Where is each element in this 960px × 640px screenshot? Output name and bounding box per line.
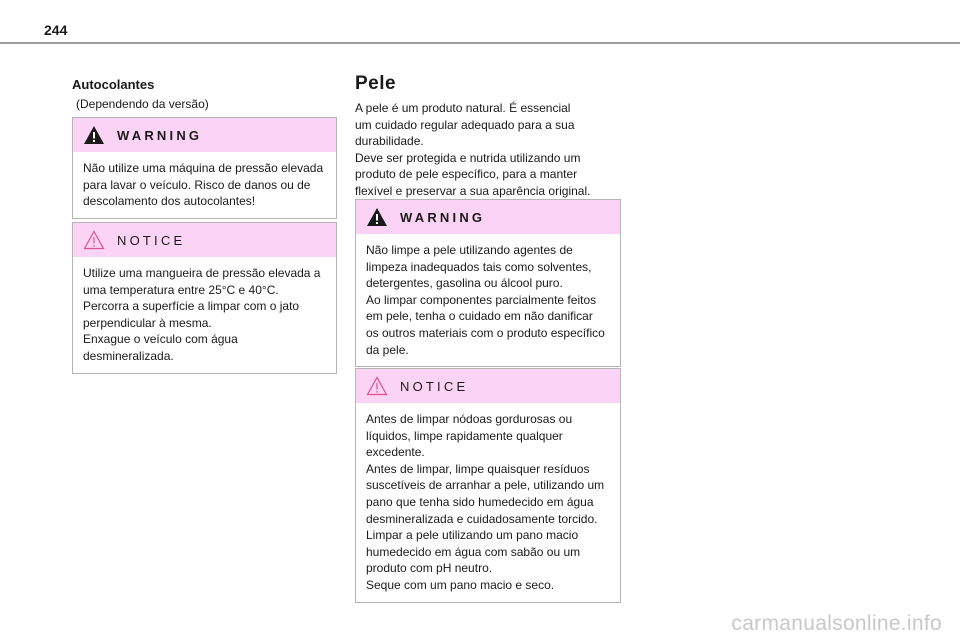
text-line: humedecido em água com sabão ou um	[366, 544, 581, 559]
warning-title: WARNING	[400, 209, 486, 225]
text-line: para lavar o veículo. Risco de danos ou de	[83, 177, 311, 192]
warning-title: WARNING	[117, 127, 203, 143]
text-line: limpeza inadequados tais como solventes,	[366, 259, 592, 274]
section-subheading: (Dependendo da versão)	[76, 97, 209, 111]
notice-box-header	[356, 369, 620, 403]
notice-box-autocolantes	[72, 222, 337, 374]
notice-body	[73, 257, 336, 373]
site-watermark: carmanualsonline.info	[731, 612, 942, 635]
text-line: flexível e preservar a sua aparência original.	[355, 183, 591, 198]
section-heading-autocolantes: Autocolantes	[72, 77, 155, 92]
notice-title: NOTICE	[117, 232, 186, 248]
intro-text	[355, 100, 605, 199]
notice-title: NOTICE	[400, 378, 469, 394]
notice-box-pele	[355, 368, 621, 603]
text-line: A pele é um produto natural. É essencial	[355, 101, 571, 115]
text-line: Ao limpar componentes parcialmente feitos	[366, 292, 597, 307]
warning-body	[356, 234, 620, 366]
notice-triangle-icon	[83, 230, 105, 250]
text-line: Limpar a pele utilizando um pano macio	[366, 528, 579, 543]
text-line: Seque com um pano macio e seco.	[366, 577, 555, 592]
text-line: Antes de limpar, limpe quaisquer resíduos	[366, 461, 590, 476]
warning-body	[73, 152, 336, 218]
text-line: pano que tenha sido humedecido em água	[366, 494, 594, 509]
warning-box-pele	[355, 199, 621, 367]
text-line: Utilize uma mangueira de pressão elevada a	[83, 266, 321, 280]
text-line: Antes de limpar nódoas gordurosas ou	[366, 412, 573, 426]
text-line: Não limpe a pele utilizando agentes de	[366, 243, 573, 257]
warning-box-header	[356, 200, 620, 234]
text-line: líquidos, limpe rapidamente qualquer	[366, 428, 563, 443]
text-line: os outros materiais com o produto específico	[366, 325, 605, 340]
text-line: da pele.	[366, 342, 409, 357]
text-line: suscetíveis de arranhar a pele, utilizando um	[366, 478, 605, 493]
notice-box-header	[73, 223, 336, 257]
text-line: Não utilize uma máquina de pressão elevada	[83, 161, 324, 175]
notice-triangle-icon	[366, 376, 388, 396]
text-line: perpendicular à mesma.	[83, 315, 212, 330]
text-line: Enxague o veículo com água	[83, 332, 238, 347]
text-line: excedente.	[366, 445, 425, 460]
text-line: descolamento dos autocolantes!	[83, 194, 256, 209]
header-rule	[0, 42, 960, 44]
warning-triangle-icon	[366, 207, 388, 227]
warning-box-autocolantes	[72, 117, 337, 219]
text-line: produto com pH neutro.	[366, 561, 493, 576]
text-line: durabilidade.	[355, 134, 424, 148]
page-number: 244	[44, 22, 68, 38]
notice-body	[356, 403, 620, 602]
text-line: produto de pele específico, para a manter	[355, 167, 578, 181]
text-line: Percorra a superfície a limpar com o jato	[83, 299, 300, 314]
text-line: Deve ser protegida e nutrida utilizando um	[355, 150, 581, 165]
text-line: desmineralizada.	[83, 348, 174, 363]
text-line: um cuidado regular adequado para a sua	[355, 117, 575, 132]
warning-triangle-icon	[83, 125, 105, 145]
text-line: uma temperatura entre 25°C e 40°C.	[83, 282, 279, 297]
text-line: desmineralizada e cuidadosamente torcido.	[366, 511, 598, 526]
text-line: detergentes, gasolina ou álcool puro.	[366, 276, 563, 291]
text-line: em pele, tenha o cuidado em não danificar	[366, 309, 593, 324]
warning-box-header	[73, 118, 336, 152]
section-heading-pele: Pele	[355, 73, 397, 94]
